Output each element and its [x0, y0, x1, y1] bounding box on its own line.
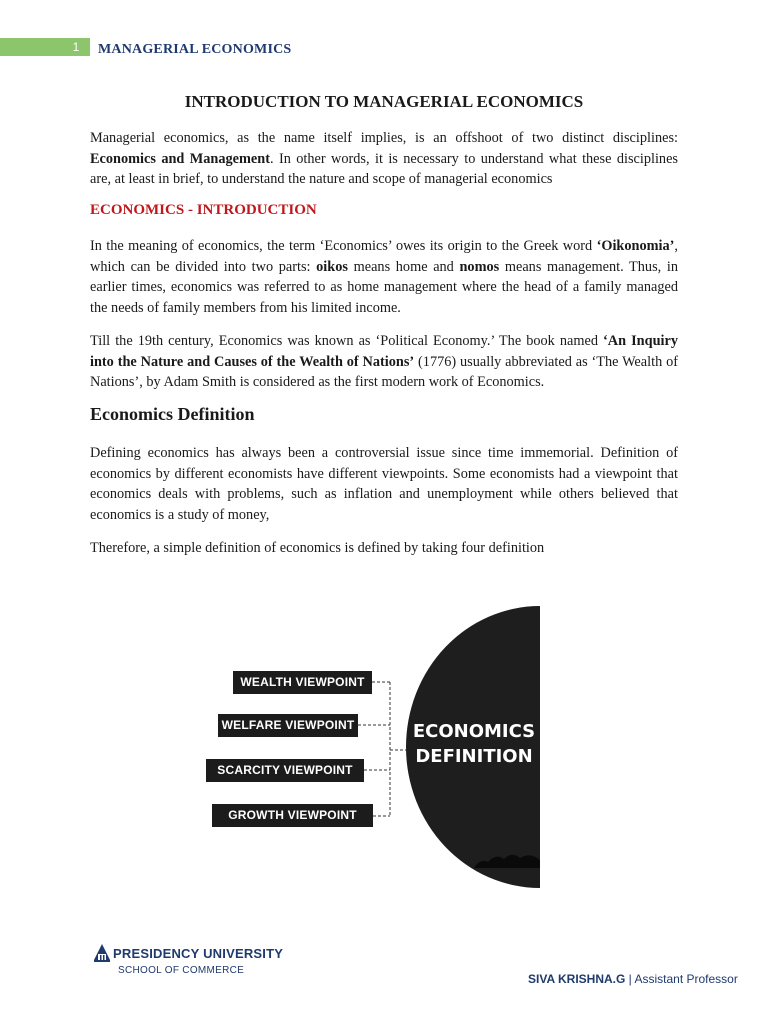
section-heading-economics-definition: Economics Definition [90, 404, 255, 424]
wealth-of-nations-paragraph: Till the 19th century, Economics was known as ‘Political Economy.’ The book named ‘An Inquiry into the Nature and Causes of the Wealth of Nations’ (1776) usually abbreviated as ‘The Wealth of Nations’, by Adam Smith is considered as the first modern work of Economics. [90, 333, 679, 391]
school-name: SCHOOL OF COMMERCE [118, 965, 245, 976]
intro-paragraph: Managerial economics, as the name itself implies, is an offshoot of two distinct disciplines: Economics and Management. In other words, it is necessary to understand what these disciplines are, at least in brief, to understand the nature and scope of managerial economics [90, 130, 678, 188]
center-label-line1: ECONOMICS [412, 721, 536, 742]
wealth-viewpoint-label: WEALTH VIEWPOINT [233, 671, 372, 694]
definition-paragraph: Defining economics has always been a controversial issue since time immemorial. Definition of economics by different economists have different viewpoints. Some economists had a viewpoint that economics deals with problems, such as inflation and unemployment while others believed that economics is a study of money, [90, 445, 678, 523]
oikonomia-paragraph: In the meaning of economics, the term ‘Economics’ owes its origin to the Greek word ‘Oikonomia’, which can be divided into two parts: oikos means home and nomos means management. Thus, in earlier times, economics was referred to as home management where the head of a family managed the needs of family members from his limited income. [90, 238, 678, 316]
economics-definition-diagram [0, 600, 768, 900]
author-credit: SIVA KRISHNA.G | Assistant Professor [528, 972, 738, 986]
university-logo-icon [92, 942, 112, 964]
section-heading-economics-intro: ECONOMICS - INTRODUCTION [90, 202, 317, 218]
page-number: 1 [72, 40, 80, 54]
growth-viewpoint-label: GROWTH VIEWPOINT [212, 804, 373, 827]
center-label-line2: DEFINITION [415, 746, 533, 767]
connector-lines [358, 682, 406, 816]
four-definitions-paragraph: Therefore, a simple definition of economics is defined by taking four definition [90, 540, 545, 556]
welfare-viewpoint-label: WELFARE VIEWPOINT [218, 714, 358, 737]
scarcity-viewpoint-label: SCARCITY VIEWPOINT [206, 759, 364, 782]
page-title: INTRODUCTION TO MANAGERIAL ECONOMICS [184, 92, 584, 111]
diagram-graphic [0, 600, 768, 900]
running-header-title: MANAGERIAL ECONOMICS [98, 42, 292, 57]
institution-name: PRESIDENCY UNIVERSITY [113, 946, 284, 961]
